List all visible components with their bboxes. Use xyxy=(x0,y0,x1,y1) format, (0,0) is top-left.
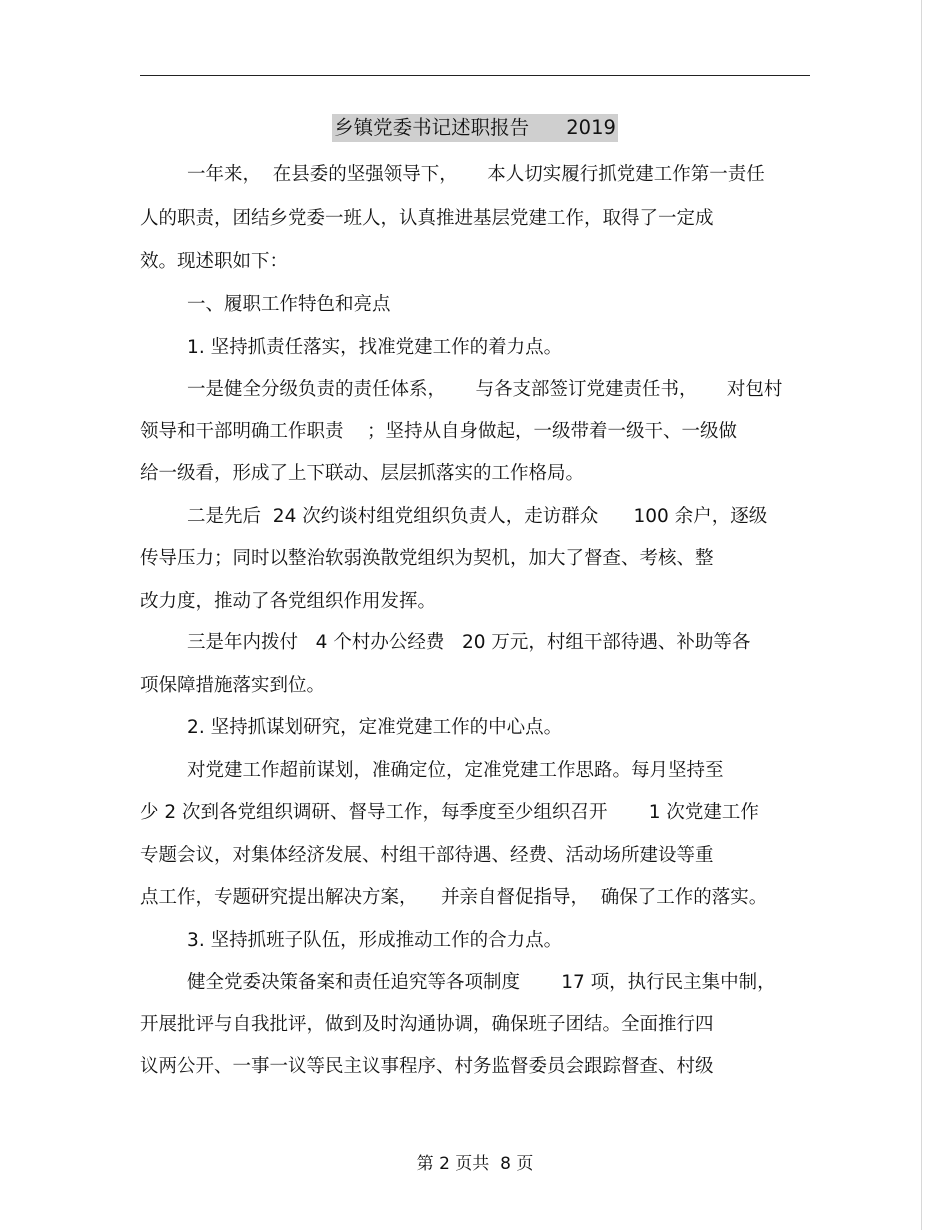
body-line-1: 一年来， 在县委的坚强领导下， 本人切实履行抓党建工作第一责任 xyxy=(140,164,765,185)
body-line-10: 传导压力；同时以整治软弱涣散党组织为契机，加大了督查、考核、整 xyxy=(140,548,714,569)
body-line-11: 改力度，推动了各党组织作用发挥。 xyxy=(140,591,437,612)
body-line-8: 给一级看，形成了上下联动、层层抓落实的工作格局。 xyxy=(140,463,585,484)
body-line-16: 少 2 次到各党组织调研、督导工作，每季度至少组织召开 1 次党建工作 xyxy=(140,802,759,823)
body-line-18: 点工作，专题研究提出解决方案， 并亲自督促指导， 确保了工作的落实。 xyxy=(140,887,768,908)
subheading-3: 3. 坚持抓班子队伍，形成推动工作的合力点。 xyxy=(140,930,563,951)
body-line-12: 三是年内拨付 4 个村办公经费 20 万元，村组干部待遇、补助等各 xyxy=(140,632,751,653)
body-line-6: 一是健全分级负责的责任体系， 与各支部签订党建责任书， 对包村 xyxy=(140,379,783,400)
subheading-1: 1. 坚持抓责任落实，找准党建工作的着力点。 xyxy=(140,337,563,358)
page-footer: 第 2 页共 8 页 xyxy=(416,1154,534,1174)
body-line-13: 项保障措施落实到位。 xyxy=(140,675,326,696)
subheading-2: 2. 坚持抓谋划研究，定准党建工作的中心点。 xyxy=(140,717,563,738)
body-line-7: 领导和干部明确工作职责 ；坚持从自身做起，一级带着一级干、一级做 xyxy=(140,421,738,442)
header-rule xyxy=(140,75,810,76)
body-line-20: 健全党委决策备案和责任追究等各项制度 17 项，执行民主集中制， xyxy=(140,972,776,993)
body-line-9: 二是先后 24 次约谈村组党组织负责人，走访群众 100 余户，逐级 xyxy=(140,506,768,527)
document-title-text: 乡镇党委书记述职报告 2019 xyxy=(332,114,618,142)
body-line-3: 效。现述职如下： xyxy=(140,251,289,272)
document-title xyxy=(0,112,950,144)
body-line-22: 议两公开、一事一议等民主议事程序、村务监督委员会跟踪督查、村级 xyxy=(140,1056,714,1077)
section-heading-1: 一、履职工作特色和亮点 xyxy=(140,294,391,315)
body-line-17: 专题会议，对集体经济发展、村组干部待遇、经费、活动场所建设等重 xyxy=(140,845,714,866)
body-line-21: 开展批评与自我批评，做到及时沟通协调，确保班子团结。全面推行四 xyxy=(140,1014,714,1035)
body-line-2: 人的职责，团结乡党委一班人，认真推进基层党建工作，取得了一定成 xyxy=(140,208,714,229)
body-line-15: 对党建工作超前谋划，准确定位，定准党建工作思路。每月坚持至 xyxy=(140,760,724,781)
page-edge-line xyxy=(921,0,922,1230)
